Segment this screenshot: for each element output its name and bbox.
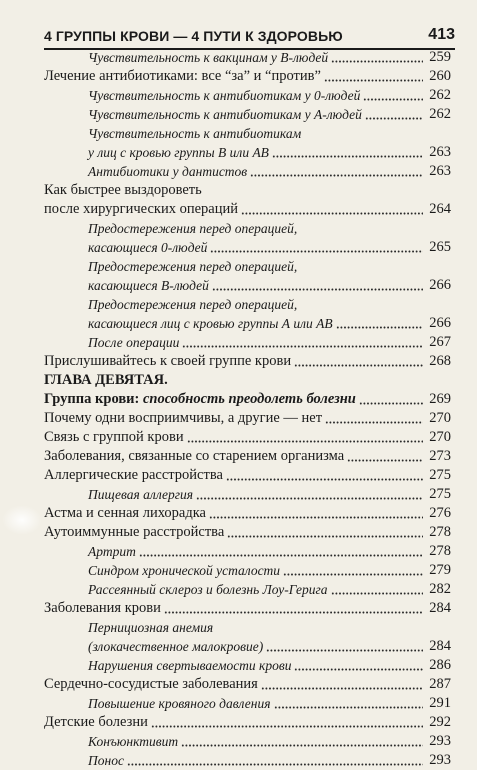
toc-entry-title: Чувствительность к вакцинам у В-людей (88, 50, 329, 65)
toc-entry-title: Предостережения перед операцией, (88, 221, 298, 236)
toc-entry-title: Заболевания, связанные со старением организма (44, 448, 345, 464)
dot-leader (127, 763, 423, 766)
toc-entry (0, 447, 477, 466)
toc-entry (0, 314, 477, 333)
dot-leader (227, 535, 423, 538)
header-title: 4 ГРУППЫ КРОВИ — 4 ПУТИ К ЗДОРОВЬЮ (44, 28, 343, 44)
toc-entry (0, 181, 477, 200)
toc-entry (0, 257, 477, 276)
dot-leader (212, 288, 423, 291)
toc-entry-page: 270 (429, 429, 451, 445)
toc-entry (0, 485, 477, 504)
header-page-number: 413 (428, 26, 455, 43)
dot-leader (336, 326, 423, 329)
toc-entry-title: Рассеянный склероз и болезнь Лоу-Герига (88, 582, 328, 597)
toc-entry (0, 732, 477, 751)
dot-leader (151, 725, 423, 728)
toc-entry (0, 713, 477, 732)
toc-entry-page: 293 (429, 752, 451, 768)
dot-leader (294, 668, 423, 671)
toc-entry-page: 263 (429, 163, 451, 179)
toc-entry (0, 48, 477, 67)
toc-entry-title: Предостережения перед операцией, (88, 259, 298, 274)
toc-entry-title-bold: Группа крови: (44, 391, 140, 407)
toc-entry-page: 266 (429, 315, 451, 331)
toc-entry-page: 286 (429, 657, 451, 673)
toc-entry (0, 200, 477, 219)
dot-leader (274, 706, 424, 709)
toc-entry-page: 270 (429, 410, 451, 426)
toc-entry-title: Аутоиммунные расстройства (44, 524, 225, 540)
toc-entry (0, 333, 477, 352)
toc-entry (0, 618, 477, 637)
toc-entry-page: 263 (429, 144, 451, 160)
toc-entry (0, 295, 477, 314)
dot-leader (365, 117, 423, 120)
toc-entry (0, 143, 477, 162)
toc-entry-title: касающиеся 0-людей (88, 240, 208, 255)
toc-entry-title: после хирургических операций (44, 201, 238, 217)
toc-entry (0, 390, 477, 409)
toc-entry-page: 278 (429, 543, 451, 559)
toc-entry-title: Прислушивайтесь к своей группе крови (44, 353, 292, 369)
toc-entry-page: 262 (429, 87, 451, 103)
toc-entry (0, 599, 477, 618)
toc-entry (0, 637, 477, 656)
dot-leader (331, 60, 423, 63)
toc-entry (0, 409, 477, 428)
toc-entry-title: Антибиотики у дантистов (88, 164, 248, 179)
toc-entry-title: Артрит (88, 544, 136, 559)
toc-entry-page: 291 (429, 695, 451, 711)
dot-leader (261, 687, 423, 690)
toc-entry-title: Синдром хронической усталости (88, 563, 281, 578)
toc-entry-title: касающиеся В-людей (88, 278, 209, 293)
toc-entry-page: 260 (429, 68, 451, 84)
toc-entry-title: Чувствительность к антибиотикам у 0-людей (88, 88, 361, 103)
dot-leader (331, 592, 423, 595)
toc-entry-page: 282 (429, 581, 451, 597)
toc-entry (0, 162, 477, 181)
dot-leader (181, 744, 423, 747)
toc-entry-title: Предостережения перед операцией, (88, 297, 298, 312)
toc-entry-page: 275 (429, 486, 451, 502)
toc-entry-title: Как быстрее выздороветь (44, 182, 202, 198)
toc-entry-title: Пищевая аллергия (88, 487, 194, 502)
toc-entry-title: После операции (88, 335, 180, 350)
toc-entry-page: 267 (429, 334, 451, 350)
toc-entry (0, 523, 477, 542)
toc-entry-page: 262 (429, 106, 451, 122)
dot-leader (182, 345, 423, 348)
running-header (44, 22, 455, 50)
toc-entry-title: Пернициозная анемия (88, 620, 214, 635)
toc-entry (0, 219, 477, 238)
toc-entry (0, 67, 477, 86)
toc-entry-page: 276 (429, 505, 451, 521)
toc-entry-page: 293 (429, 733, 451, 749)
toc-entry-title: Детские болезни (44, 714, 148, 730)
toc-entry-title: Почему одни восприимчивы, а другие — нет (44, 410, 323, 426)
toc-entry-title: Повышение кровяного давления (88, 696, 271, 711)
toc-entry-page: 269 (429, 391, 451, 407)
toc-entry-title: Понос (88, 753, 124, 768)
toc-entry-title: (злокачественное малокровие) (88, 639, 264, 654)
dot-leader (347, 459, 423, 462)
dot-leader (210, 250, 423, 253)
dot-leader (196, 497, 423, 500)
toc-entry (0, 105, 477, 124)
toc-entry-page: 273 (429, 448, 451, 464)
dot-leader (266, 649, 423, 652)
dot-leader (363, 98, 423, 101)
toc-entry-title: Связь с группой крови (44, 429, 184, 445)
dot-leader (283, 573, 423, 576)
toc-entry-page: 284 (429, 638, 451, 654)
toc-entry-page: 275 (429, 467, 451, 483)
toc-entry (0, 504, 477, 523)
dot-leader (359, 402, 423, 405)
dot-leader (272, 155, 423, 158)
toc-entry (0, 428, 477, 447)
dot-leader (139, 554, 423, 557)
toc-entry-title: Чувствительность к антибиотикам (88, 126, 302, 141)
toc-entry (0, 542, 477, 561)
toc-entry-title: Лечение антибиотиками: все “за” и “против” (44, 68, 321, 84)
toc-entry (0, 580, 477, 599)
toc-entry-title: Конъюнктивит (88, 734, 179, 749)
dot-leader (187, 440, 423, 443)
toc-entry-page: 266 (429, 277, 451, 293)
toc-entry (0, 656, 477, 675)
toc-entry-title: Нарушения свертываемости крови (88, 658, 292, 673)
toc-entry-title (44, 390, 356, 409)
toc-entry-subtitle: способность преодолеть болезни (139, 391, 356, 407)
toc-entry (0, 466, 477, 485)
toc-entry (0, 276, 477, 295)
toc-entry (0, 238, 477, 257)
toc-entry-title: у лиц с кровью группы В или АВ (88, 145, 269, 160)
toc-entry-title: касающиеся лиц с кровью группы А или АВ (88, 316, 333, 331)
toc-entry (0, 561, 477, 580)
toc-entry-page: 259 (429, 49, 451, 65)
toc-entry-page: 278 (429, 524, 451, 540)
toc-entry-page: 268 (429, 353, 451, 369)
toc-entry-title: Астма и сенная лихорадка (44, 505, 206, 521)
toc-entry-title: Аллергические расстройства (44, 467, 223, 483)
toc-entry (0, 124, 477, 143)
toc-entry-page: 264 (429, 201, 451, 217)
dot-leader (324, 79, 423, 82)
dot-leader (241, 212, 423, 215)
toc-entry-title: Сердечно-сосудистые заболевания (44, 676, 258, 692)
toc-entry (0, 352, 477, 371)
toc-entry (0, 675, 477, 694)
dot-leader (250, 174, 423, 177)
toc-entry (0, 86, 477, 105)
toc-entry-title: Заболевания крови (44, 600, 161, 616)
dot-leader (325, 421, 423, 424)
toc-entry-page: 292 (429, 714, 451, 730)
chapter-heading: ГЛАВА ДЕВЯТАЯ. (44, 372, 168, 388)
dot-leader (226, 478, 423, 481)
toc-entry-page: 287 (429, 676, 451, 692)
toc-entry (0, 694, 477, 713)
toc-entry-page: 284 (429, 600, 451, 616)
dot-leader (209, 516, 423, 519)
toc-entry-page: 279 (429, 562, 451, 578)
toc-entry-title: Чувствительность к антибиотикам у А-людей (88, 107, 362, 122)
dot-leader (164, 611, 423, 614)
toc-entry (0, 751, 477, 770)
toc-entry-page: 265 (429, 239, 451, 255)
dot-leader (294, 364, 423, 367)
